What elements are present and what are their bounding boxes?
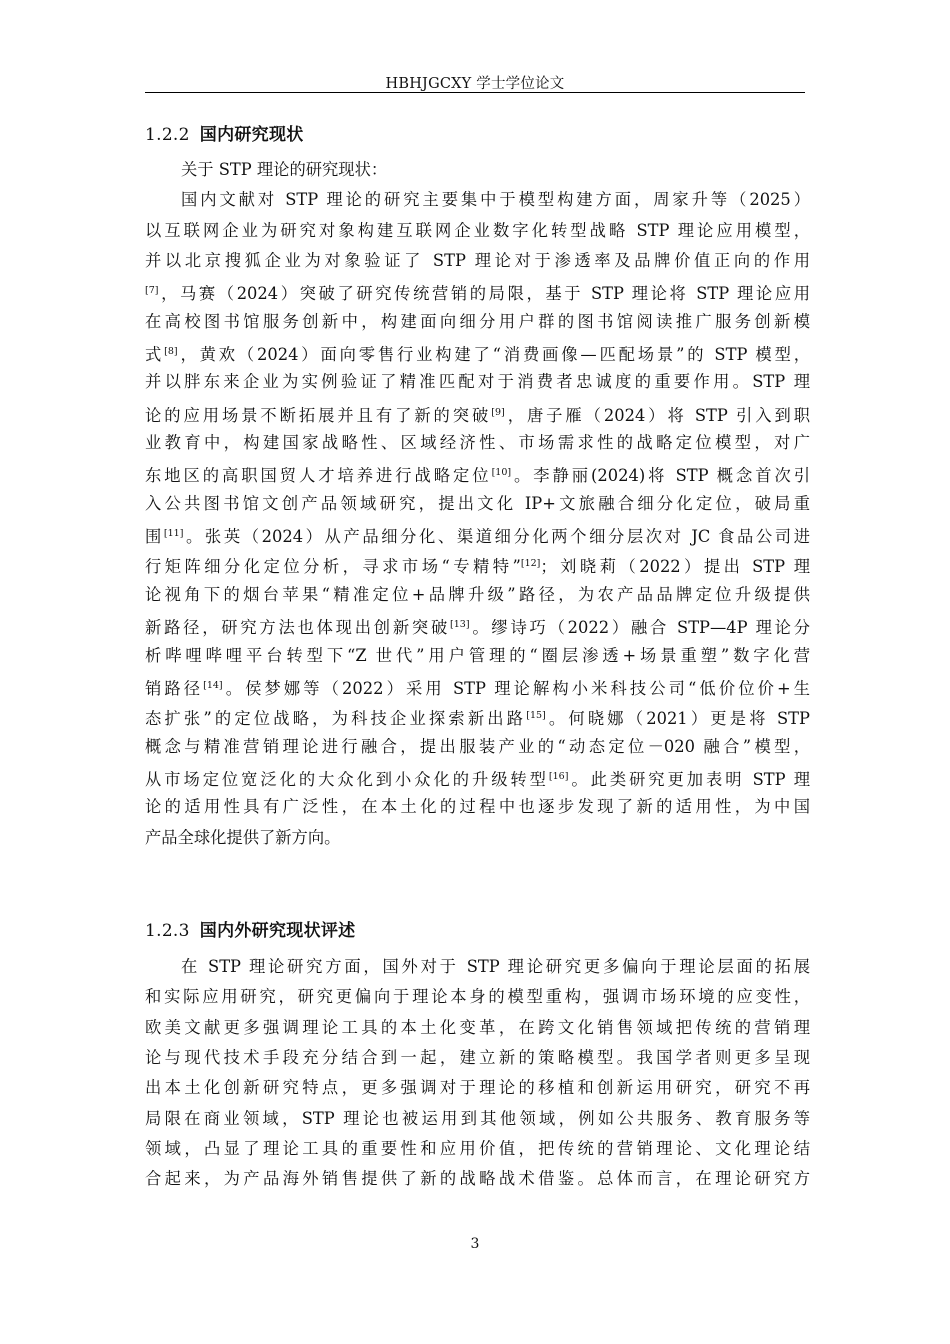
section-title-text: 国内研究现状 [199,125,304,145]
text-line [145,641,810,671]
text-segment: 。缪诗巧（2022）融合 STP—4P 理论分 [469,618,810,638]
text-line [145,1164,810,1194]
text-segment: 概念与精准营销理论进行融合，提出服装产业的“动态定位－020 融合”模型， [145,736,810,756]
text-segment: 关于 STP 理论的研究现状： [181,160,388,179]
text-segment: 论视角下的烟台苹果“精准定位+品牌升级”路径，为农产品品牌定位升级提供 [145,584,810,604]
text-segment: 。侯梦娜等（2022）采用 STP 理论解构小米科技公司“低价位价+生 [222,678,810,698]
section-title-text: 国内外研究现状评述 [199,921,356,941]
text-line [145,1073,810,1103]
text-line [145,155,810,185]
citation-ref: [15] [526,710,546,722]
text-segment: 。张英（2024）从产品细分化、渠道细分化两个细分层次对 JC 食品公司进 [183,527,810,547]
text-segment: 合起来，为产品海外销售提供了新的战略战术借鉴。总体而言，在理论研究方 [145,1169,810,1189]
text-line [145,1013,810,1043]
text-segment: 并以北京搜狐企业为对象验证了 STP 理论对于渗透率及品牌价值正向的作用 [145,251,810,271]
text-line [145,307,810,337]
text-line [145,367,810,397]
text-line [145,952,810,982]
text-segment: 局限在商业领域，STP 理论也被运用到其他领域，例如公共服务、教育服务等 [145,1108,810,1128]
text-segment: 。此类研究更加表明 STP 理 [568,769,810,789]
text-segment: 并以胖东来企业为实例验证了精准匹配对于消费者忠诚度的重要作用。STP 理 [145,372,810,392]
text-segment: 论与现代技术手段充分结合到一起，建立新的策略模型。我国学者则更多呈现 [145,1048,810,1068]
citation-ref: [13] [450,619,470,631]
text-line [145,1134,810,1164]
section-body-1-2-2 [145,155,810,853]
text-line [145,428,810,458]
text-segment: 出本土化创新研究特点，更多强调对于理论的移植和创新运用研究，研究不再 [145,1078,810,1098]
citation-ref: [8] [164,346,178,358]
text-segment: 在高校图书馆服务创新中，构建面向细分用户群的图书馆阅读推广服务创新模 [145,311,810,331]
text-line [145,337,810,367]
text-segment: 从市场定位宽泛化的大众化到小众化的升级转型 [145,769,549,789]
text-segment: 。何晓娜（2021）更是将 STP [545,709,810,729]
text-segment: 围 [145,527,164,547]
text-segment: 。李静丽(2024)将 STP 概念首次引 [511,466,810,486]
text-segment: ，黄欢（2024）面向零售行业构建了“消费画像—匹配场景”的 STP 模型， [177,345,810,365]
section-number: 1.2.3 [145,921,190,941]
text-segment: 产品全球化提供了新方向。 [145,827,341,847]
text-segment: ，马赛（2024）突破了研究传统营销的局限，基于 STP 理论将 STP 理论应用 [158,284,810,304]
citation-ref: [7] [145,285,159,297]
text-line [145,762,810,792]
running-header: HBHJGCXY 学士学位论文 [385,76,565,92]
text-line [145,823,810,853]
text-segment: 态扩张”的定位战略，为科技企业探索新出路 [145,709,527,729]
text-segment: 析哔哩哔哩平台转型下“Z 世代”用户管理的“圈层渗透+场景重塑”数字化营 [145,645,810,665]
text-segment: 在 STP 理论研究方面，国外对于 STP 理论研究更多偏向于理论层面的拓展 [181,957,811,976]
text-line [145,276,810,306]
text-segment: 入公共图书馆文创产品领域研究，提出文化 IP+文旅融合细分化定位，破局重 [145,493,810,513]
text-segment: 论的适用性具有广泛性，在本土化的过程中也逐步发现了新的适用性，为中国 [145,797,810,817]
text-line [145,246,810,276]
text-line [145,185,810,215]
header-rule [145,92,805,93]
text-line [145,216,810,246]
section-number: 1.2.2 [145,125,190,145]
text-segment: 销路径 [145,678,204,698]
citation-ref: [11] [163,528,184,540]
text-segment: 和实际应用研究，研究更偏向于理论本身的模型重构，强调市场环境的应变性， [145,987,810,1007]
section-heading-1-2-3 [145,916,355,941]
text-line [145,1104,810,1134]
text-segment: 领域，凸显了理论工具的重要性和应用价值，把传统的营销理论、文化理论结 [145,1139,810,1159]
page-number: 3 [470,1236,480,1252]
text-segment: 国内文献对 STP 理论的研究主要集中于模型构建方面，周家升等（2025） [181,190,810,210]
text-segment: 论的应用场景不断拓展并且有了新的突破 [145,405,492,425]
citation-ref: [12] [520,558,541,570]
text-line [145,671,810,701]
text-segment: ；刘晓莉（2022）提出 STP 理 [540,557,810,577]
text-segment: 以互联网企业为研究对象构建互联网企业数字化转型战略 STP 理论应用模型， [145,220,810,240]
text-segment: 行矩阵细分化定位分析，寻求市场“专精特” [145,557,521,577]
text-line [145,792,810,822]
citation-ref: [14] [203,679,223,691]
text-line [145,549,810,579]
text-line [145,580,810,610]
text-line [145,458,810,488]
citation-ref: [16] [548,770,569,782]
text-line [145,519,810,549]
text-line [145,982,810,1012]
section-heading-1-2-2 [145,120,304,145]
citation-ref: [10] [491,467,512,479]
text-line [145,398,810,428]
section-body-1-2-3 [145,952,810,1195]
text-line [145,732,810,762]
text-segment: 东地区的高职国贸人才培养进行战略定位 [145,466,492,486]
text-segment: 新路径，研究方法也体现出创新突破 [145,618,451,638]
text-segment: 式 [145,345,165,365]
text-segment: 欧美文献更多强调理论工具的本土化变革，在跨文化销售领域把传统的营销理 [145,1017,810,1037]
text-segment: ，唐子雁（2024）将 STP 引入到职 [504,405,810,425]
text-line [145,1043,810,1073]
text-line [145,489,810,519]
text-line [145,701,810,731]
text-segment: 业教育中，构建国家战略性、区域经济性、市场需求性的战略定位模型，对广 [145,433,810,453]
citation-ref: [9] [491,406,505,418]
text-line [145,610,810,640]
